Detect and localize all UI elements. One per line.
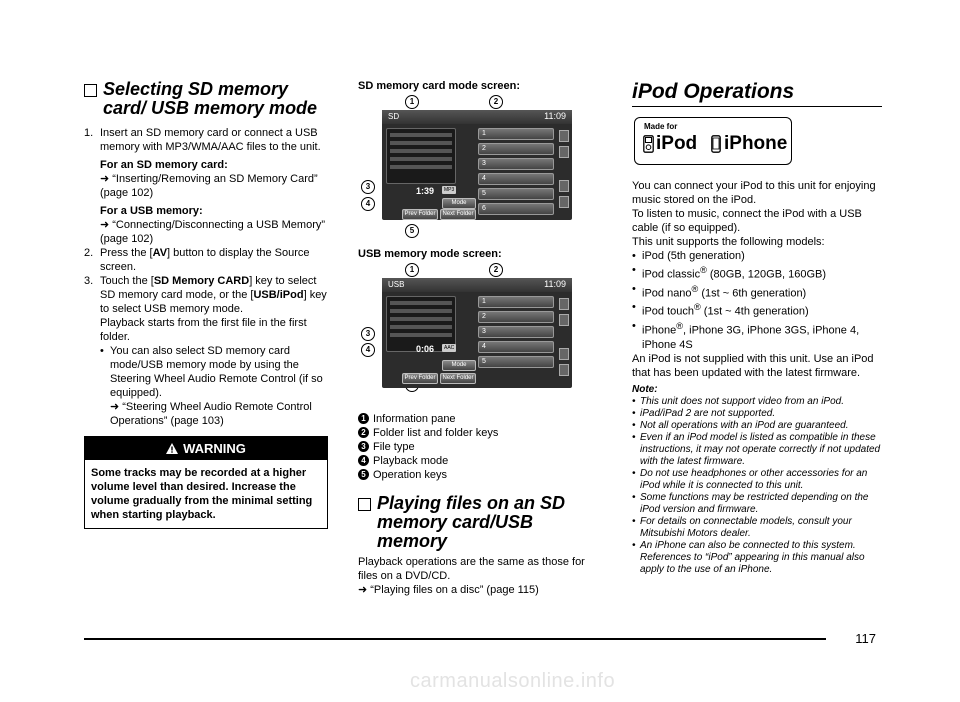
sd-screen [382, 110, 572, 220]
sd-card-ref: ➜ “Inserting/Removing an SD Memory Card” (page 102) [100, 173, 318, 199]
step-1: 1. Insert an SD memory card or connect a USB memory with MP3/WMA/AAC files to the unit. [84, 127, 321, 153]
step-2: 2. Press the [AV] button to display the Source screen. [84, 247, 310, 273]
intro-line: This unit supports the following models: [632, 236, 825, 248]
scroll-key[interactable] [559, 180, 569, 192]
model-item: • iPod touch® (1st ~ 4th generation) [632, 301, 809, 318]
information-pane [386, 128, 456, 184]
callout-2: 2 [489, 95, 503, 109]
checkbox-square-icon [358, 498, 371, 511]
scroll-key[interactable] [559, 146, 569, 158]
scroll-key[interactable] [559, 348, 569, 360]
scroll-key[interactable] [559, 196, 569, 208]
legend-item: 4 Playback mode [358, 454, 606, 468]
callout-1: 1 [405, 95, 419, 109]
warning-box [84, 436, 328, 529]
list-item[interactable]: 5 [478, 356, 554, 368]
callout-5: 5 [405, 224, 419, 238]
note-item: • This unit does not support video from an iPod. [632, 395, 845, 407]
sd-card-label: For an SD memory card: [100, 159, 228, 171]
screen-top-bar: USB 11:09 [382, 278, 572, 292]
note-item: • Even if an iPod model is listed as compatible in these instructions, it may not operate correctly if not updated with the latest firmware. [632, 431, 881, 467]
note-item: • iPad/iPad 2 are not supported. [632, 407, 776, 419]
list-item[interactable]: 3 [478, 326, 554, 338]
footer-rule [84, 638, 826, 640]
page-title: iPod Operations [632, 80, 882, 107]
callout-4: 4 [361, 197, 375, 211]
note-item: • Not all operations with an iPod are guaranteed. [632, 419, 849, 431]
warning-header: WARNING [85, 437, 327, 460]
folder-list [478, 128, 554, 218]
callout-1: 1 [405, 263, 419, 277]
scroll-key[interactable] [559, 364, 569, 376]
folder-list [478, 296, 554, 371]
list-item[interactable]: 1 [478, 296, 554, 308]
playback-time: 1:39 [416, 186, 435, 196]
folder-keys [559, 298, 569, 380]
warning-body: Some tracks may be recorded at a higher volume level than desired. Increase the volume gradually from the minimal setting when starting playback. [91, 467, 313, 521]
callout-3: 3 [361, 180, 375, 194]
note-block [632, 384, 882, 576]
model-item: • iPod nano® (1st ~ 6th generation) [632, 282, 807, 300]
legend-item: 5 Operation keys [358, 468, 606, 482]
usb-memory-ref: ➜ “Connecting/Disconnecting a USB Memory” (page 102) [100, 219, 326, 245]
note-item: • Some functions may be restricted depending on the iPod version and firmware. [632, 491, 869, 515]
legend-item: 2 Folder list and folder keys [358, 426, 606, 440]
page-number: 117 [855, 631, 876, 646]
next-folder-button[interactable]: Next Folder [440, 373, 476, 384]
sd-screen-title: SD memory card mode screen: [358, 80, 521, 92]
section-heading-sd-usb: Selecting SD memory card/ USB memory mode [84, 80, 328, 118]
callout-4: 4 [361, 343, 375, 357]
playing-para: Playback operations are the same as those for files on a DVD/CD. [358, 556, 585, 582]
next-folder-button[interactable]: Next Folder [440, 209, 476, 220]
playback-time: 0:06 [416, 344, 435, 354]
section-heading-playing: Playing files on an SD memory card/USB memory [358, 494, 606, 551]
screen-top-bar: SD 11:09 [382, 110, 572, 124]
legend-item: 1 Information pane [358, 412, 606, 426]
model-item: • iPod classic® (80GB, 120GB, 160GB) [632, 264, 827, 281]
sd-screen-figure [358, 96, 606, 236]
playing-ref: ➜ “Playing files on a disc” (page 115) [358, 584, 539, 596]
scroll-key[interactable] [559, 130, 569, 142]
model-item: • iPhone®, iPhone 3G, iPhone 3GS, iPhone 4, iPhone 4S [632, 319, 860, 351]
intro-line: To listen to music, connect the iPod with a USB cable (if so equipped). [632, 208, 862, 234]
prev-folder-button[interactable]: Prev Folder [402, 373, 438, 384]
note-item: • For details on connectable models, consult your Mitsubishi Motors dealer. [632, 515, 852, 539]
usb-memory-label: For a USB memory: [100, 205, 203, 217]
list-item[interactable]: 3 [478, 158, 554, 170]
list-item[interactable]: 4 [478, 341, 554, 353]
intro-line: You can connect your iPod to this unit for enjoying music stored on the iPod. [632, 180, 876, 206]
scroll-key[interactable] [559, 298, 569, 310]
list-item[interactable]: 2 [478, 143, 554, 155]
left-column [84, 80, 328, 529]
note-item: • Do not use headphones or other accessories for an iPod while it is connected to this unit. [632, 467, 868, 491]
checkbox-square-icon [84, 84, 97, 97]
step-3: 3. Touch the [SD Memory CARD] key to select SD memory card mode, or the [USB/iPod] key to select USB memory mode. Playback starts from the first file in the first folder. [84, 275, 327, 343]
firmware-para: An iPod is not supplied with this unit. Use an iPod that has been updated with the latest firmware. [632, 352, 874, 379]
mode-button[interactable]: Mode [442, 360, 476, 371]
callout-3: 3 [361, 327, 375, 341]
note-item: • An iPhone can also be connected to this system. References to “iPod” appearing in this manual also apply to the use of an iPhone. [632, 539, 865, 575]
file-type-badge: MP3 [444, 187, 455, 193]
legend-item: 3 File type [358, 440, 606, 454]
prev-folder-button[interactable]: Prev Folder [402, 209, 438, 220]
list-item[interactable]: 2 [478, 311, 554, 323]
mode-button[interactable]: Mode [442, 198, 476, 209]
usb-screen-figure [358, 264, 606, 408]
file-type-badge: AAC [444, 345, 455, 351]
list-item[interactable]: 5 [478, 188, 554, 200]
warning-icon [166, 443, 178, 454]
right-column [632, 80, 882, 576]
steering-bullet: • You can also select SD memory card mode/USB memory mode by using the Steering Wheel Audio Remote Control (if so equipped). ➜ “Steering Wheel Audio Remote Control Operations” (page 103) [100, 345, 323, 427]
model-item: • iPod (5th generation) [632, 250, 745, 262]
middle-column [358, 80, 606, 597]
legend [358, 412, 606, 482]
usb-screen-title: USB memory mode screen: [358, 248, 502, 260]
callout-2: 2 [489, 263, 503, 277]
scroll-key[interactable] [559, 314, 569, 326]
usb-screen [382, 278, 572, 388]
note-title: Note: [632, 383, 658, 395]
iphone-icon [711, 135, 721, 153]
watermark: carmanualsonline.info [410, 670, 616, 692]
made-for-ipod-iphone-logo: Made for iPod iPhone [634, 117, 792, 165]
list-item[interactable]: 6 [478, 203, 554, 215]
folder-keys [559, 130, 569, 212]
list-item[interactable]: 1 [478, 128, 554, 140]
list-item[interactable]: 4 [478, 173, 554, 185]
ipod-icon [643, 135, 654, 153]
